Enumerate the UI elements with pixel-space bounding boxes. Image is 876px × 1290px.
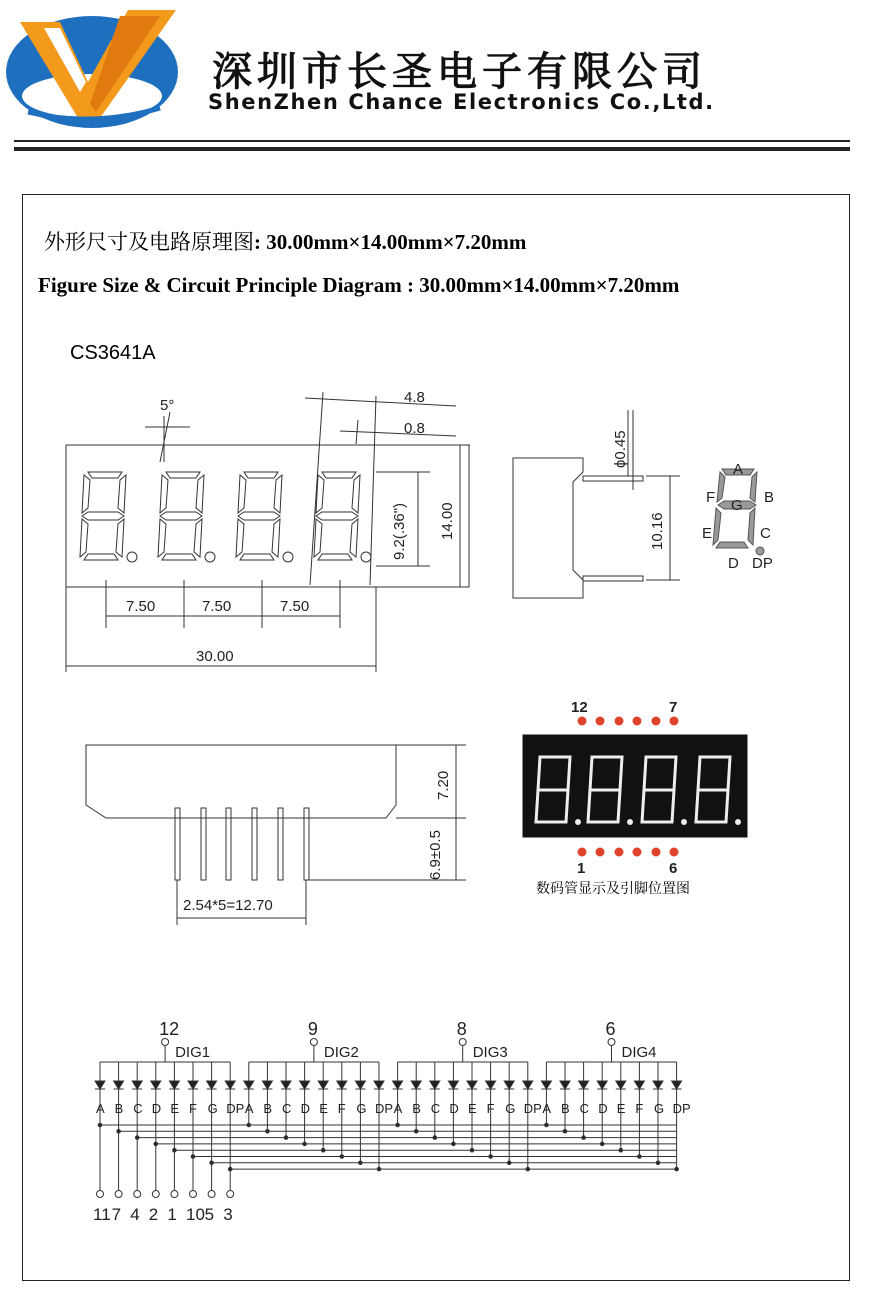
seg-a-label-3: A <box>393 1101 403 1116</box>
seg-a-label-1: A <box>96 1101 105 1116</box>
seg-f-label-2: F <box>337 1101 346 1116</box>
digit-label-3: DIG3 <box>472 1044 508 1061</box>
seg-g-label-4: G <box>654 1101 665 1116</box>
seg-d-label-1: D <box>151 1101 162 1116</box>
title-cn-dims: : 30.00mm×14.00mm×7.20mm <box>254 230 527 254</box>
seg-e-label-4: E <box>616 1101 626 1116</box>
seg-g-label-3: G <box>505 1101 516 1116</box>
seg-dp-label-1: DP <box>226 1101 245 1116</box>
seg-b-label-3: B <box>412 1101 421 1116</box>
company-name-en: ShenZhen Chance Electronics Co.,Ltd. <box>208 90 715 114</box>
seg-pin-g: 5 <box>204 1205 215 1224</box>
model-number: CS3641A <box>70 342 156 364</box>
thickness-label: 7.20 <box>435 770 452 800</box>
seg-c-label-1: C <box>133 1101 143 1116</box>
seg-e-label-1: E <box>170 1101 180 1116</box>
seg-b-label-4: B <box>561 1101 570 1116</box>
seg-label-d: D <box>728 555 739 572</box>
seg-label-dp: DP <box>752 555 773 572</box>
title-en: Figure Size & Circuit Principle Diagram : 30.00mm×14.00mm×7.20mm <box>38 273 680 297</box>
seg-dp-label-4: DP <box>672 1101 691 1116</box>
seg-b-label-1: B <box>114 1101 124 1116</box>
seg-a-label-2: A <box>244 1101 254 1116</box>
pinout-caption: 数码管显示及引脚位置图 <box>536 881 690 897</box>
seg-pin-a: 11 <box>93 1205 111 1224</box>
seg-label-a: A <box>733 461 744 478</box>
dim-0-8: 0.8 <box>404 420 425 437</box>
seg-e-label-2: E <box>319 1101 328 1116</box>
seg-f-label-1: F <box>189 1101 197 1116</box>
seg-c-label-2: C <box>282 1101 292 1116</box>
seg-pin-c: 4 <box>130 1205 140 1224</box>
pin-1-label: 1 <box>577 860 586 877</box>
pin-dia-label: ϕ0.45 <box>612 430 629 468</box>
seg-f-label-3: F <box>486 1101 495 1116</box>
digit-pin-4: 6 <box>605 1019 616 1039</box>
height-label: 14.00 <box>439 502 456 540</box>
dim-4-8: 4.8 <box>404 389 425 406</box>
pin-len-label: 10.16 <box>649 512 666 550</box>
digit-height-label: 9.2(.36") <box>391 502 408 560</box>
seg-c-label-3: C <box>430 1101 441 1116</box>
seg-a-label-4: A <box>542 1101 552 1116</box>
seg-g-label-2: G <box>356 1101 367 1116</box>
seg-label-b: B <box>764 489 775 506</box>
pin-span-label: 2.54*5=12.70 <box>183 897 273 914</box>
digit-label-2: DIG2 <box>323 1044 359 1061</box>
seg-pin-dp: 3 <box>223 1205 233 1224</box>
seg-pin-b: 7 <box>111 1205 122 1224</box>
seg-label-c: C <box>760 525 771 542</box>
seg-b-label-2: B <box>263 1101 273 1116</box>
seg-dp-label-3: DP <box>523 1101 542 1116</box>
seg-d-label-4: D <box>598 1101 608 1116</box>
seg-pin-d: 2 <box>148 1205 159 1224</box>
pitch-label-1: 7.50 <box>126 598 156 615</box>
digit-label-4: DIG4 <box>621 1044 657 1061</box>
company-name-cn: 深圳市长圣电子有限公司 <box>212 49 707 95</box>
pitch-label-2: 7.50 <box>202 598 232 615</box>
digit-pin-1: 12 <box>159 1019 180 1039</box>
seg-e-label-3: E <box>468 1101 477 1116</box>
seg-d-label-3: D <box>449 1101 459 1116</box>
digit-pin-2: 9 <box>307 1019 318 1039</box>
angle-label: 5° <box>160 397 175 414</box>
pitch-label-3: 7.50 <box>280 598 310 615</box>
title-cn-text: 外形尺寸及电路原理图 <box>44 230 254 254</box>
seg-c-label-4: C <box>579 1101 589 1116</box>
seg-label-g: G <box>731 497 743 514</box>
seg-dp-label-2: DP <box>375 1101 394 1116</box>
seg-label-f: F <box>706 489 716 506</box>
width-label: 30.00 <box>196 648 234 665</box>
pin-7-label: 7 <box>669 699 678 716</box>
digit-label-1: DIG1 <box>175 1044 211 1061</box>
pin-6-label: 6 <box>669 860 678 877</box>
seg-pin-e: 1 <box>167 1205 177 1224</box>
pin-12-label: 12 <box>571 699 588 716</box>
digit-pin-3: 8 <box>456 1019 467 1039</box>
seg-f-label-4: F <box>635 1101 644 1116</box>
seg-g-label-1: G <box>207 1101 218 1116</box>
pin-length-label: 6.9±0.5 <box>427 830 444 880</box>
seg-pin-f: 10 <box>186 1205 205 1224</box>
seg-label-e: E <box>702 525 713 542</box>
seg-d-label-2: D <box>300 1101 310 1116</box>
